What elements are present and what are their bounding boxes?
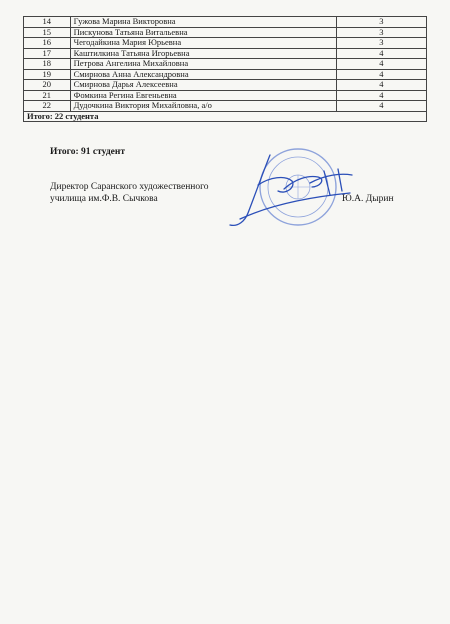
row-number: 15 bbox=[24, 27, 71, 38]
student-score: 4 bbox=[336, 69, 426, 80]
student-score: 4 bbox=[336, 80, 426, 91]
stamp-seal-icon bbox=[260, 149, 336, 225]
subtotal-row bbox=[24, 111, 427, 122]
table-row bbox=[24, 48, 427, 59]
row-number: 19 bbox=[24, 69, 71, 80]
student-name: Дудочкина Виктория Михайловна, а/о bbox=[70, 101, 336, 112]
student-score: 4 bbox=[336, 48, 426, 59]
row-number: 22 bbox=[24, 101, 71, 112]
row-number: 16 bbox=[24, 38, 71, 49]
grand-total: Итого: 91 студент bbox=[50, 147, 125, 157]
student-table-body bbox=[24, 17, 427, 122]
row-number: 20 bbox=[24, 80, 71, 91]
student-name: Пискунова Татьяна Витальевна bbox=[70, 27, 336, 38]
row-number: 17 bbox=[24, 48, 71, 59]
row-number: 18 bbox=[24, 59, 71, 70]
group-subtotal: Итого: 22 студента bbox=[24, 111, 427, 122]
student-name: Смирнова Анна Александровна bbox=[70, 69, 336, 80]
row-number: 14 bbox=[24, 17, 71, 28]
table-row bbox=[24, 38, 427, 49]
student-score: 4 bbox=[336, 101, 426, 112]
student-name: Петрова Ангелина Михайловна bbox=[70, 59, 336, 70]
student-name: Каштилкина Татьяна Игорьевна bbox=[70, 48, 336, 59]
signatory-name: Ю.А. Дырин bbox=[342, 194, 394, 204]
stamp-and-signature bbox=[200, 135, 410, 235]
student-name: Чегодайкина Мария Юрьевна bbox=[70, 38, 336, 49]
handwritten-signature-icon bbox=[230, 155, 352, 225]
student-score: 3 bbox=[336, 17, 426, 28]
student-name: Смирнова Дарья Алексеевна bbox=[70, 80, 336, 91]
table-row bbox=[24, 90, 427, 101]
student-score: 3 bbox=[336, 27, 426, 38]
table-row bbox=[24, 80, 427, 91]
student-name: Фомкина Регина Евгеньевна bbox=[70, 90, 336, 101]
student-name: Гужова Марина Викторовна bbox=[70, 17, 336, 28]
table-row bbox=[24, 59, 427, 70]
table-row bbox=[24, 69, 427, 80]
student-table bbox=[23, 16, 427, 122]
table-row bbox=[24, 17, 427, 28]
student-score: 4 bbox=[336, 59, 426, 70]
signatory-title-line: Директор Саранского художественного bbox=[50, 182, 209, 192]
table-row bbox=[24, 101, 427, 112]
student-score: 4 bbox=[336, 90, 426, 101]
signatory-title-line: училища им.Ф.В. Сычкова bbox=[50, 193, 158, 204]
row-number: 21 bbox=[24, 90, 71, 101]
table-row bbox=[24, 27, 427, 38]
student-score: 3 bbox=[336, 38, 426, 49]
signatory-title bbox=[50, 182, 209, 205]
